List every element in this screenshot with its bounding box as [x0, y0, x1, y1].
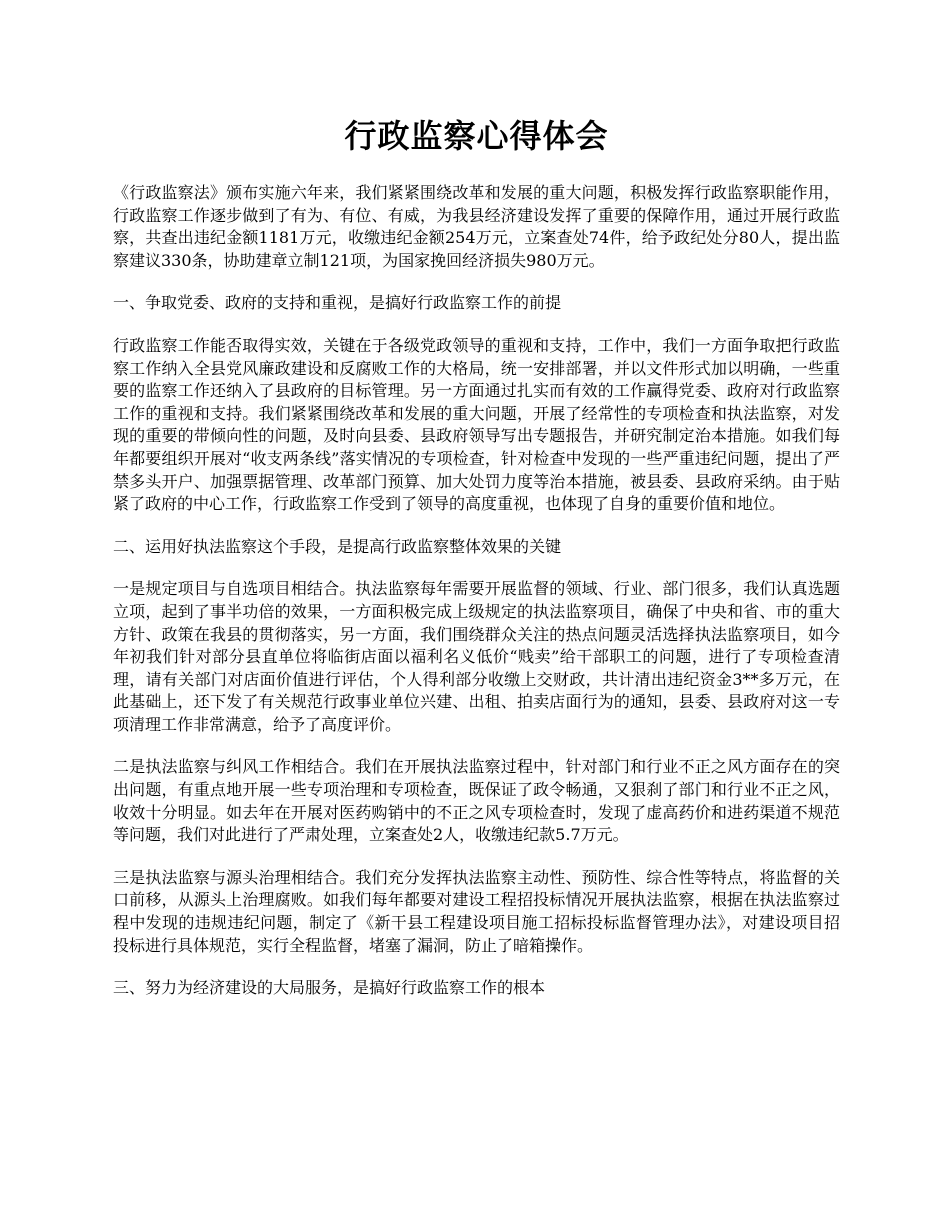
document-page	[113, 112, 840, 1020]
intro-paragraph: 《行政监察法》颁布实施六年来，我们紧紧围绕改革和发展的重大问题，积极发挥行政监察职能作用，行政监察工作逐步做到了有为、有位、有威，为我县经济建设发挥了重要的保障作用，通过开展行政监察，共查出违纪金额1181万元，收缴违纪金额254万元，立案查处74件，给予政纪处分80人，提出监察建议330条，协助建章立制121项，为国家挽回经济损失980万元。	[113, 183, 840, 270]
section-heading-3: 三、努力为经济建设的大局服务，是搞好行政监察工作的根本	[113, 978, 546, 998]
section-1-paragraph: 行政监察工作能否取得实效，关键在于各级党政领导的重视和支持，工作中，我们一方面争取把行政监察工作纳入全县党风廉政建设和反腐败工作的大格局，统一安排部署，并以文件形式加以明确，一些重要的监察工作还纳入了县政府的目标管理。另一方面通过扎实而有效的工作赢得党委、政府对行政监察工作的重视和支持。我们紧紧围绕改革和发展的重大问题，开展了经常性的专项检查和执法监察，对发现的重要的带倾向性的问题，及时向县委、县政府领导写出专题报告，并研究制定治本措施。如我们每年都要组织开展对“收支两条线”落实情况的专项检查，针对检查中发现的一些严重违纪问题，提出了严禁多头开户、加强票据管理、改革部门预算、加大处罚力度等治本措施，被县委、县政府采纳。由于贴紧了政府的中心工作，行政监察工作受到了领导的高度重视，也体现了自身的重要价值和地位。	[113, 335, 840, 514]
section-heading-2: 二、运用好执法监察这个手段，是提高行政监察整体效果的关键	[113, 536, 562, 556]
section-2-paragraph-2: 二是执法监察与纠风工作相结合。我们在开展执法监察过程中，针对部门和行业不正之风方面存在的突出问题，有重点地开展一些专项治理和专项检查，既保证了政令畅通，又狠刹了部门和行业不正之风，收效十分明显。如去年在开展对医药购销中的不正之风专项检查时，发现了虚高药价和进药渠道不规范等问题，我们对此进行了严肃处理，立案查处2人，收缴违纪款5.7万元。	[113, 757, 840, 845]
section-heading-1: 一、争取党委、政府的支持和重视，是搞好行政监察工作的前提	[113, 293, 562, 313]
document-title: 行政监察心得体会	[344, 117, 609, 155]
section-2-paragraph-1: 一是规定项目与自选项目相结合。执法监察每年需要开展监督的领域、行业、部门很多，我们认真选题立项，起到了事半功倍的效果，一方面积极完成上级规定的执法监察项目，确保了中央和省、市的重大方针、政策在我县的贯彻落实，另一方面，我们围绕群众关注的热点问题灵活选择执法监察项目，如今年初我们针对部分县直单位将临街店面以福利名义低价“贱卖”给干部职工的问题，进行了专项检查清理，请有关部门对店面价值进行评估，个人得利部分收缴上交财政，共计清出违纪资金3**多万元，在此基础上，还下发了有关规范行政事业单位兴建、出租、拍卖店面行为的通知，县委、县政府对这一专项清理工作非常满意，给予了高度评价。	[113, 579, 840, 734]
section-2-paragraph-3: 三是执法监察与源头治理相结合。我们充分发挥执法监察主动性、预防性、综合性等特点，将监督的关口前移，从源头上治理腐败。如我们每年都要对建设工程招投标情况开展执法监察，根据在执法监察过程中发现的违规违纪问题，制定了《新干县工程建设项目施工招标投标监督管理办法》，对建设项目招投标进行具体规范，实行全程监督，堵塞了漏洞，防止了暗箱操作。	[113, 867, 840, 955]
